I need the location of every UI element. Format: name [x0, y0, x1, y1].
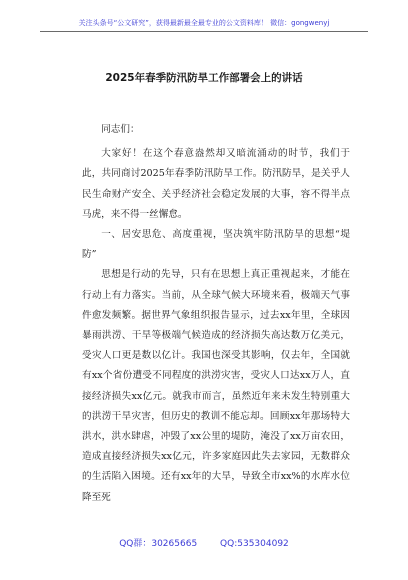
header-banner: 关注头条号“公文研究”，获得最新最全最专业的公文资料库！ 微信：gongwenyj	[78, 19, 330, 27]
document-title: 2025年春季防汛防旱工作部署会上的讲话	[105, 72, 303, 84]
footer-qq: QQ:535304092	[220, 539, 289, 549]
paragraph-opening: 大家好！在这个春意盎然却又暗流涌动的时节，我们于此，共同商讨2025年春季防汛防旱工作。防汛防旱，是关乎人民生命财产安全、关乎经济社会稳定发展的大事，容不得半点马虎，来不得一丝懈怠。	[82, 148, 350, 220]
salutation: 同志们：	[101, 124, 140, 135]
footer-contact	[0, 536, 408, 549]
paragraph-body: 思想是行动的先导，只有在思想上真正重视起来，才能在行动上有力落实。当前，从全球气候大环境来看，极端天气事件愈发频繁。据世界气象组织报告显示，过去xx年里，全球因暴雨洪涝、干旱等极端气候造成的经济损失高达数万亿美元，受灾人口更是数以亿计。我国也深受其影响，仅去年，全国就有xx个省份遭受不同程度的洪涝灾害，受灾人口达xx万人，直接经济损失xx亿元。就我市而言，虽然近年来未发生特别重大的洪涝干旱灾害，但历史的教训不能忘却。回顾xx年那场特大洪水，洪水肆虐，冲毁了xx公里的堤防，淹没了xx万亩农田，造成直接经济损失xx亿元，许多家庭因此失去家园，无数群众的生活陷入困境。还有xx年的大旱，导致全市xx%的水库水位降至死	[82, 269, 350, 503]
section-heading-1: 一、居安思危、高度重视，坚决筑牢防汛防旱的思想“堤防”	[82, 229, 350, 261]
footer-qq-group: QQ群：30265665	[119, 539, 198, 549]
header-divider	[40, 31, 368, 32]
document-body	[82, 120, 350, 508]
